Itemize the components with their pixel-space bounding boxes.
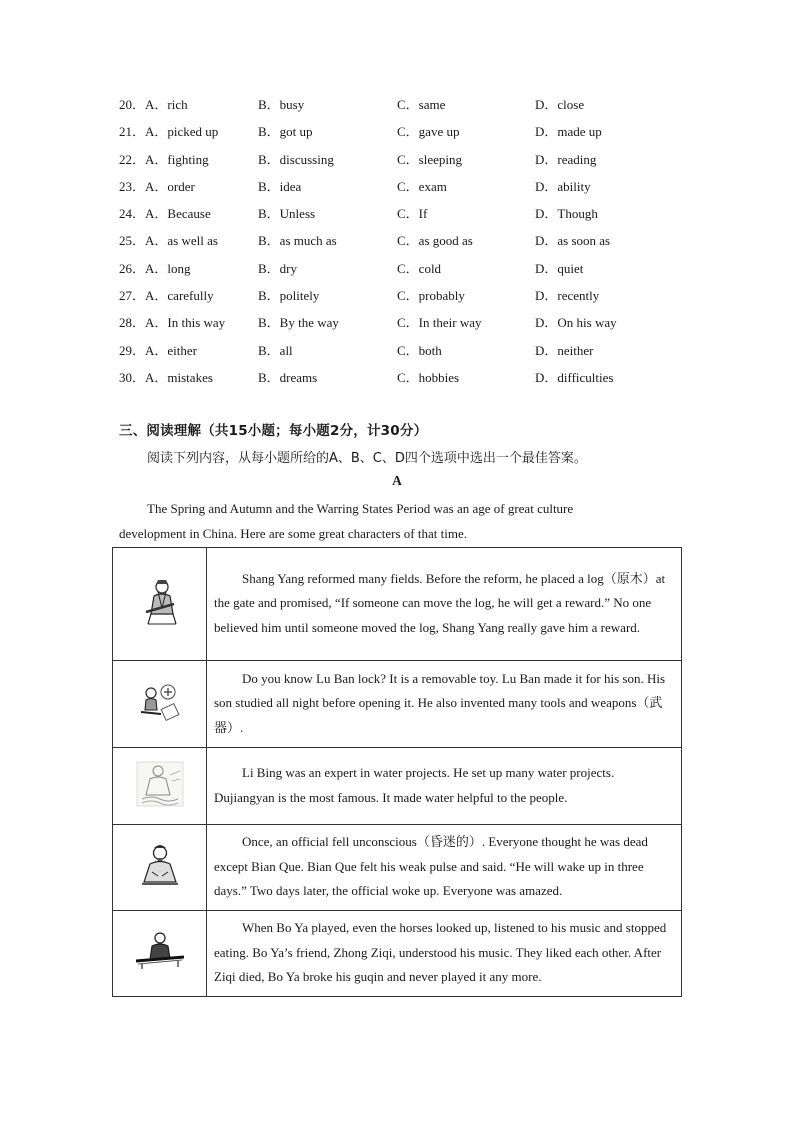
option-b: B．got up <box>258 124 313 140</box>
question-row <box>119 149 719 176</box>
option-c: C．same <box>397 97 446 112</box>
option-c: C．as good as <box>397 233 473 249</box>
passage-label: A <box>392 473 402 488</box>
option-d: D．neither <box>535 342 594 358</box>
table-row <box>113 661 682 748</box>
option-c: C．If <box>397 206 428 222</box>
option-b: B．all <box>258 342 293 358</box>
option-a: 20．A．rich <box>119 97 188 112</box>
option-c: C．sleeping <box>397 151 462 167</box>
table-row <box>113 748 682 825</box>
table-row <box>113 548 682 661</box>
option-b: B．By the way <box>258 315 339 331</box>
option-a: 25．A．as well as <box>119 233 218 249</box>
question-row <box>119 176 719 203</box>
table-row <box>113 911 682 997</box>
section-title: 三、阅读理解（共15小题；每小题2分，计30分） <box>119 423 428 439</box>
character-description: Li Bing was an expert in water projects. He set up many water projects. Dujiangyan is the most famous. It made water helpful to the people. <box>207 748 682 825</box>
option-b: B．discussing <box>258 151 334 167</box>
character-description: Shang Yang reformed many fields. Before the reform, he placed a log（原木）at the gate and promised, “If someone can move the log, he will get a reward.” No one believed him until someone moved the log, Shang Yang really gave him a reward. <box>207 548 682 661</box>
option-c: C．exam <box>397 178 447 194</box>
option-d: D．reading <box>535 151 597 167</box>
option-d: D．recently <box>535 288 600 304</box>
character-description: Do you know Lu Ban lock? It is a removable toy. Lu Ban made it for his son. His son studied all night before opening it. He also invented many tools and weapons（武器）. <box>207 661 682 748</box>
question-row <box>119 312 719 339</box>
character-description: Once, an official fell unconscious（昏迷的）. Everyone thought he was dead except Bian Que. Bian Que felt his weak pulse and said. “He will wake up in three days.” Two days later, the official woke up. Everyone was amazed. <box>207 825 682 911</box>
option-d: D．On his way <box>535 315 617 331</box>
option-a: 26．A．long <box>119 260 191 276</box>
image-cell <box>113 548 207 661</box>
option-b: B．dry <box>258 260 298 276</box>
character-description: When Bo Ya played, even the horses looked up, listened to his music and stopped eating. Bo Ya’s friend, Zhong Ziqi, understood his music. They liked each other. After Ziqi died, Bo Ya broke his guqin and never played it any more. <box>207 911 682 997</box>
option-d: D．made up <box>535 124 602 140</box>
option-c: C．cold <box>397 260 442 276</box>
image-cell <box>113 661 207 748</box>
image-cell <box>113 825 207 911</box>
passage-intro: The Spring and Autumn and the Warring States Period was an age of great culture development in China. Here are some great characters of that time. <box>119 501 574 541</box>
bian-que-portrait-icon <box>138 842 182 894</box>
option-b: B．as much as <box>258 233 337 249</box>
question-row <box>119 340 719 367</box>
option-c: C．gave up <box>397 124 460 140</box>
option-b: B．dreams <box>258 369 318 385</box>
option-a: 22．A．fighting <box>119 151 209 167</box>
question-row <box>119 94 719 121</box>
section-instruction: 阅读下列内容，从每小题所给的A、B、C、D四个选项中选出一个最佳答案。 <box>147 451 587 466</box>
option-a: 24．A．Because <box>119 206 211 222</box>
option-a: 23．A．order <box>119 178 195 194</box>
option-a: 28．A．In this way <box>119 315 226 331</box>
li-bing-portrait-icon <box>136 761 184 811</box>
question-row <box>119 258 719 285</box>
option-d: D．as soon as <box>535 233 611 249</box>
option-b: B．Unless <box>258 206 316 222</box>
option-d: D．difficulties <box>535 369 614 385</box>
option-d: D．quiet <box>535 260 584 276</box>
question-row <box>119 367 719 394</box>
option-a: 21．A．picked up <box>119 124 219 140</box>
option-b: B．idea <box>258 178 302 194</box>
image-cell <box>113 911 207 997</box>
question-row <box>119 285 719 312</box>
option-c: C．hobbies <box>397 369 460 385</box>
question-row <box>119 230 719 257</box>
option-d: D．Though <box>535 206 598 222</box>
option-c: C．In their way <box>397 315 482 331</box>
characters-table <box>112 547 682 997</box>
option-a: 30．A．mistakes <box>119 369 213 385</box>
option-d: D．ability <box>535 178 591 194</box>
option-c: C．probably <box>397 288 465 304</box>
image-cell <box>113 748 207 825</box>
question-options-list <box>119 94 719 394</box>
table-row <box>113 825 682 911</box>
option-a: 27．A．carefully <box>119 288 214 304</box>
question-row <box>119 203 719 230</box>
question-row <box>119 121 719 148</box>
option-b: B．politely <box>258 288 320 304</box>
option-a: 29．A．either <box>119 342 197 358</box>
lu-ban-portrait-icon <box>137 682 183 726</box>
option-c: C．both <box>397 342 442 358</box>
option-d: D．close <box>535 97 585 112</box>
option-b: B．busy <box>258 97 305 112</box>
bo-ya-portrait-icon <box>134 931 186 975</box>
shang-yang-portrait-icon <box>140 578 180 630</box>
